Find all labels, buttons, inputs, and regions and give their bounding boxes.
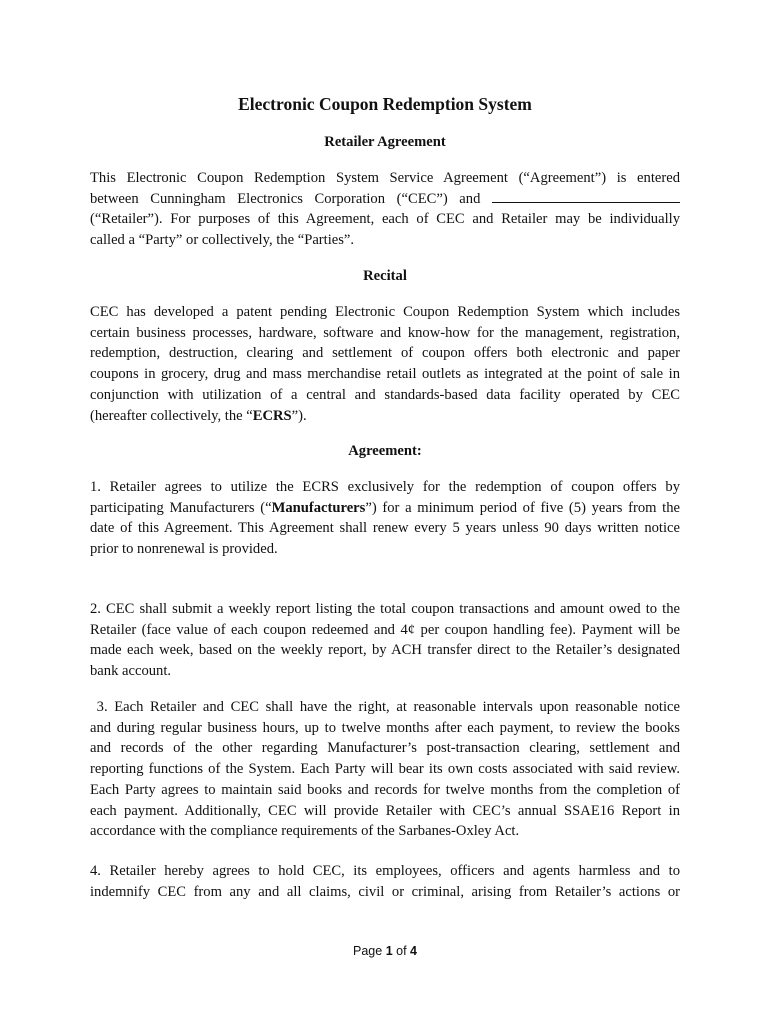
recital-line: CEC has developed a patent pending Electronic Coupon Redemption System which includes [90, 304, 680, 320]
clause-line: 4. Retailer hereby agrees to hold CEC, its employees, officers and agents harmless and to [90, 863, 680, 879]
intro-line: called a “Party” or collectively, the “Parties”. [90, 232, 355, 249]
clause-line: made each week, based on the weekly report, by ACH transfer direct to the Retailer’s designated [90, 642, 680, 659]
clause-line: and during regular business hours, up to twelve months after each payment, to review the books [90, 719, 680, 736]
clause-line: and records of the other regarding Manufacturer’s post-transaction clearing, settlement and [90, 740, 680, 757]
clause-line: 2. CEC shall submit a weekly report listing the total coupon transactions and amount owed to the [90, 601, 680, 617]
document-title: Electronic Coupon Redemption System [238, 94, 532, 114]
clause-text: participating Manufacturers (“ [90, 499, 272, 516]
agreement-heading: Agreement: [348, 443, 422, 459]
page-footer [0, 943, 770, 959]
clause-line: bank account. [90, 663, 172, 680]
clause-line: 1. Retailer agrees to utilize the ECRS exclusively for the redemption of coupon offers by [90, 479, 680, 495]
clause-line: prior to nonrenewal is provided. [90, 541, 278, 558]
clause-4 [90, 861, 680, 902]
page-label: Page [353, 944, 386, 958]
clause-line: reporting functions of the System. Each Party will bear its own costs associated with said review. [90, 761, 680, 778]
clause-3 [90, 697, 680, 842]
recital-line: conjunction with utilization of a central and standards-based data facility operated by CEC [90, 386, 680, 403]
clause-line: 3. Each Retailer and CEC shall have the right, at reasonable intervals upon reasonable notice [90, 699, 680, 715]
clause-line: indemnify CEC from any and all claims, civil or criminal, arising from Retailer’s actions or [90, 883, 680, 900]
recital-line [90, 406, 680, 427]
intro-line: This Electronic Coupon Redemption System Service Agreement (“Agreement”) is entered [90, 170, 680, 186]
recital-line: certain business processes, hardware, software and know-how for the management, registration, [90, 324, 680, 341]
document-subtitle: Retailer Agreement [324, 134, 446, 150]
intro-paragraph [90, 168, 680, 251]
recital-line: coupons in grocery, drug and mass merchandise retail outlets as integrated at the point of sale in [90, 366, 680, 383]
retailer-name-blank [492, 189, 680, 203]
recital-heading: Recital [363, 268, 407, 284]
recital-paragraph [90, 302, 680, 426]
clause-line: date of this Agreement. This Agreement shall renew every 5 years unless 90 days written notice [90, 520, 680, 537]
clause-text: ”) for a minimum period of five (5) years from the [365, 499, 680, 516]
ecrs-term: ECRS [252, 407, 292, 424]
page-total: 4 [410, 944, 417, 958]
clause-1 [90, 477, 680, 560]
of-label: of [392, 944, 411, 958]
clause-line [90, 498, 680, 519]
manufacturers-term: Manufacturers [271, 499, 366, 516]
recital-text: ”). [291, 407, 307, 424]
intro-line [90, 189, 680, 210]
page-number: 1 [385, 944, 393, 958]
clause-line: Retailer (face value of each coupon redeemed and 4¢ per coupon handling fee). Payment will be [90, 621, 680, 638]
intro-line: (“Retailer”). For purposes of this Agreement, each of CEC and Retailer may be individually [90, 211, 680, 228]
recital-line: redemption, destruction, clearing and settlement of coupon offers both electronic and paper [90, 345, 680, 362]
recital-text: (hereafter collectively, the “ [90, 407, 253, 424]
clause-line: each payment. Additionally, CEC will provide Retailer with CEC’s annual SSAE16 Report in [90, 802, 680, 819]
clause-2 [90, 599, 680, 682]
clause-line: accordance with the compliance requirements of the Sarbanes-Oxley Act. [90, 823, 520, 840]
intro-text: between Cunningham Electronics Corporation (“CEC”) and [90, 190, 481, 207]
clause-line: Each Party agrees to maintain said books and records for twelve months from the completion of [90, 781, 680, 798]
